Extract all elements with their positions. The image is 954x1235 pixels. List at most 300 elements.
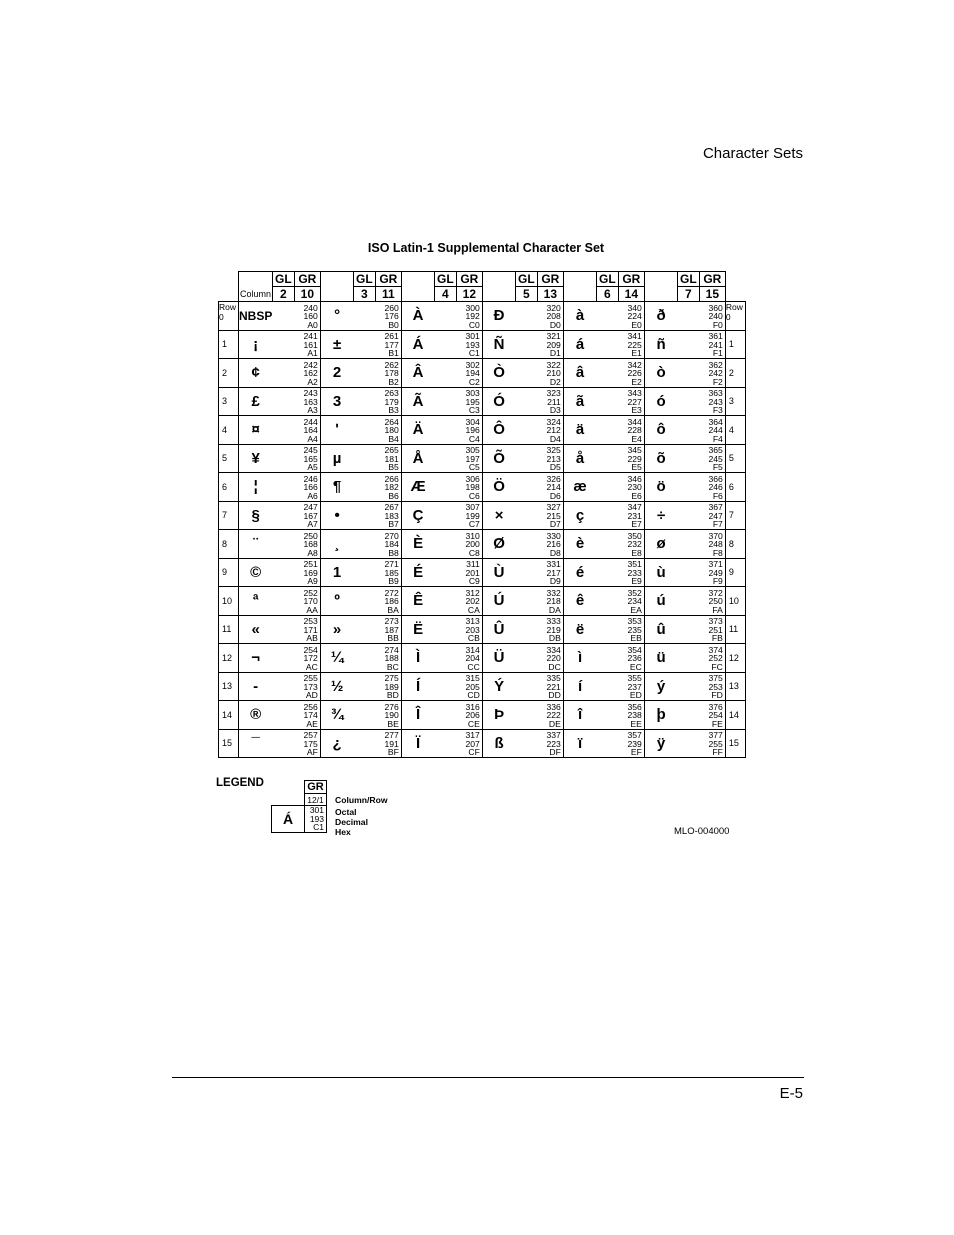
character-glyph: Å bbox=[401, 444, 434, 473]
character-codes bbox=[596, 473, 644, 502]
row-number-right: 9 bbox=[725, 558, 745, 587]
octal-code: 263 bbox=[384, 388, 399, 399]
header-gl-label-3: GL bbox=[515, 272, 537, 287]
decimal-code: 160 bbox=[303, 311, 318, 322]
hex-code: E1 bbox=[631, 348, 642, 359]
hex-code: A9 bbox=[307, 576, 318, 587]
character-glyph: ó bbox=[644, 387, 677, 416]
octal-code: 256 bbox=[303, 701, 318, 712]
octal-code: 351 bbox=[627, 559, 642, 570]
character-codes bbox=[596, 387, 644, 416]
character-codes bbox=[596, 530, 644, 559]
character-codes bbox=[596, 558, 644, 587]
decimal-code: 236 bbox=[627, 653, 642, 664]
character-codes bbox=[434, 302, 482, 331]
corner-blank-right bbox=[725, 272, 745, 287]
decimal-code: 181 bbox=[384, 453, 399, 464]
table-row bbox=[219, 558, 746, 587]
decimal-code: 239 bbox=[627, 738, 642, 749]
table-row bbox=[219, 644, 746, 673]
character-glyph: × bbox=[482, 501, 515, 530]
character-glyph: è bbox=[563, 530, 596, 559]
character-codes bbox=[353, 701, 401, 730]
decimal-code: 216 bbox=[546, 539, 561, 550]
character-glyph: NBSP bbox=[239, 302, 273, 331]
character-codes bbox=[515, 701, 563, 730]
character-glyph: î bbox=[563, 701, 596, 730]
page-number: E-5 bbox=[779, 1085, 803, 1102]
decimal-code: 217 bbox=[546, 567, 561, 578]
hex-code: FE bbox=[711, 718, 723, 729]
decimal-code: 215 bbox=[546, 510, 561, 521]
row-number-left bbox=[219, 302, 239, 331]
hex-code: A5 bbox=[307, 462, 318, 473]
octal-code: 353 bbox=[627, 616, 642, 627]
hex-code: CB bbox=[467, 633, 480, 644]
character-glyph: Á bbox=[401, 330, 434, 359]
character-codes bbox=[515, 302, 563, 331]
hex-code: C5 bbox=[468, 462, 480, 473]
hex-code: DF bbox=[549, 747, 561, 758]
character-codes bbox=[677, 672, 725, 701]
octal-code: 376 bbox=[708, 701, 723, 712]
hex-code: D4 bbox=[549, 433, 561, 444]
character-codes bbox=[677, 587, 725, 616]
decimal-code: 233 bbox=[627, 567, 642, 578]
character-codes bbox=[515, 473, 563, 502]
octal-code: 251 bbox=[303, 559, 318, 570]
character-codes bbox=[272, 729, 320, 758]
decimal-code: 193 bbox=[465, 339, 480, 350]
character-glyph: ù bbox=[644, 558, 677, 587]
decimal-code: 179 bbox=[384, 396, 399, 407]
character-codes bbox=[515, 416, 563, 445]
header-cell-4 bbox=[563, 287, 596, 302]
row-number-left: 14 bbox=[219, 701, 239, 730]
table-row bbox=[219, 444, 746, 473]
character-codes bbox=[434, 644, 482, 673]
character-codes bbox=[353, 416, 401, 445]
character-glyph: Ë bbox=[401, 615, 434, 644]
decimal-code: 207 bbox=[465, 738, 480, 749]
octal-code: 264 bbox=[384, 416, 399, 427]
octal-code: 374 bbox=[708, 644, 723, 655]
decimal-code: 204 bbox=[465, 653, 480, 664]
character-codes bbox=[515, 501, 563, 530]
character-codes bbox=[434, 416, 482, 445]
character-glyph: Û bbox=[482, 615, 515, 644]
character-codes bbox=[434, 473, 482, 502]
octal-code: 342 bbox=[627, 359, 642, 370]
row-label: Row bbox=[219, 302, 237, 312]
row-number-right: 13 bbox=[725, 672, 745, 701]
decimal-code: 229 bbox=[627, 453, 642, 464]
header-gap-1 bbox=[320, 272, 353, 287]
character-glyph: - bbox=[239, 672, 273, 701]
character-codes bbox=[434, 558, 482, 587]
hex-code: A6 bbox=[307, 490, 318, 501]
hex-code: CC bbox=[467, 661, 480, 672]
row-number-left: 5 bbox=[219, 444, 239, 473]
octal-code: 371 bbox=[708, 559, 723, 570]
octal-code: 362 bbox=[708, 359, 723, 370]
character-glyph: ¦ bbox=[239, 473, 273, 502]
hex-code: A8 bbox=[307, 547, 318, 558]
hex-code: F1 bbox=[712, 348, 723, 359]
decimal-code: 205 bbox=[465, 681, 480, 692]
character-codes bbox=[434, 530, 482, 559]
hex-code: A2 bbox=[307, 376, 318, 387]
decimal-code: 196 bbox=[465, 425, 480, 436]
octal-code: 314 bbox=[465, 644, 480, 655]
octal-code: 323 bbox=[546, 388, 561, 399]
character-glyph: Þ bbox=[482, 701, 515, 730]
character-glyph: Í bbox=[401, 672, 434, 701]
character-codes bbox=[596, 444, 644, 473]
row-number-right: 1 bbox=[725, 330, 745, 359]
octal-code: 304 bbox=[465, 416, 480, 427]
octal-code: 316 bbox=[465, 701, 480, 712]
octal-code: 265 bbox=[384, 445, 399, 456]
octal-code: 305 bbox=[465, 445, 480, 456]
decimal-code: 238 bbox=[627, 710, 642, 721]
character-glyph: ÿ bbox=[644, 729, 677, 758]
character-codes bbox=[596, 701, 644, 730]
decimal-code: 246 bbox=[708, 482, 723, 493]
decimal-code: 213 bbox=[546, 453, 561, 464]
character-codes bbox=[596, 302, 644, 331]
character-codes bbox=[353, 615, 401, 644]
character-codes bbox=[272, 302, 320, 331]
octal-code: 335 bbox=[546, 673, 561, 684]
character-glyph: Ò bbox=[482, 359, 515, 388]
hex-code: A3 bbox=[307, 405, 318, 416]
decimal-code: 219 bbox=[546, 624, 561, 635]
hex-code: C0 bbox=[468, 319, 480, 330]
character-codes bbox=[596, 615, 644, 644]
header-gr-label-0: GR bbox=[294, 272, 320, 287]
character-glyph: Ý bbox=[482, 672, 515, 701]
octal-code: 244 bbox=[303, 416, 318, 427]
header-gr-label-4: GR bbox=[618, 272, 644, 287]
legend-octal: 301 bbox=[309, 805, 324, 816]
character-glyph: å bbox=[563, 444, 596, 473]
character-glyph: ® bbox=[239, 701, 273, 730]
decimal-code: 198 bbox=[465, 482, 480, 493]
character-codes bbox=[677, 473, 725, 502]
decimal-code: 169 bbox=[303, 567, 318, 578]
character-glyph: Ç bbox=[401, 501, 434, 530]
decimal-code: 183 bbox=[384, 510, 399, 521]
character-glyph: £ bbox=[239, 387, 273, 416]
table-row bbox=[219, 501, 746, 530]
hex-code: A1 bbox=[307, 348, 318, 359]
row-number-left: 15 bbox=[219, 729, 239, 758]
octal-code: 267 bbox=[384, 502, 399, 513]
hex-code: EF bbox=[630, 747, 642, 758]
hex-code: BA bbox=[387, 604, 399, 615]
hex-code: B8 bbox=[388, 547, 399, 558]
hex-code: DE bbox=[548, 718, 561, 729]
decimal-code: 220 bbox=[546, 653, 561, 664]
character-codes bbox=[677, 330, 725, 359]
octal-code: 327 bbox=[546, 502, 561, 513]
hex-code: CA bbox=[467, 604, 480, 615]
decimal-code: 166 bbox=[303, 482, 318, 493]
decimal-code: 249 bbox=[708, 567, 723, 578]
header-gr-col-2: 12 bbox=[456, 287, 482, 302]
decimal-code: 237 bbox=[627, 681, 642, 692]
character-codes bbox=[434, 729, 482, 758]
character-glyph: á bbox=[563, 330, 596, 359]
character-glyph: ¯ bbox=[239, 729, 273, 758]
character-glyph: ¢ bbox=[239, 359, 273, 388]
hex-code: DA bbox=[548, 604, 561, 615]
hex-code: BF bbox=[387, 747, 399, 758]
decimal-code: 172 bbox=[303, 653, 318, 664]
character-glyph: à bbox=[563, 302, 596, 331]
hex-code: FA bbox=[712, 604, 723, 615]
decimal-code: 243 bbox=[708, 396, 723, 407]
hex-code: E8 bbox=[631, 547, 642, 558]
octal-code: 260 bbox=[384, 302, 399, 313]
character-codes bbox=[677, 701, 725, 730]
octal-code: 346 bbox=[627, 473, 642, 484]
octal-code: 252 bbox=[303, 587, 318, 598]
octal-code: 363 bbox=[708, 388, 723, 399]
octal-code: 365 bbox=[708, 445, 723, 456]
character-glyph: ¶ bbox=[320, 473, 353, 502]
decimal-code: 209 bbox=[546, 339, 561, 350]
hex-code: FD bbox=[711, 690, 723, 701]
octal-code: 334 bbox=[546, 644, 561, 655]
table-row bbox=[219, 387, 746, 416]
decimal-code: 250 bbox=[708, 596, 723, 607]
decimal-code: 230 bbox=[627, 482, 642, 493]
corner-blank-3 bbox=[725, 287, 745, 302]
legend-column-row: 12/1 bbox=[305, 794, 327, 806]
character-codes bbox=[515, 359, 563, 388]
character-codes bbox=[434, 501, 482, 530]
octal-code: 332 bbox=[546, 587, 561, 598]
running-header: Character Sets bbox=[702, 145, 803, 162]
decimal-code: 173 bbox=[303, 681, 318, 692]
decimal-code: 208 bbox=[546, 311, 561, 322]
character-codes bbox=[515, 615, 563, 644]
hex-code: EB bbox=[630, 633, 642, 644]
character-codes bbox=[677, 416, 725, 445]
decimal-code: 167 bbox=[303, 510, 318, 521]
character-glyph: é bbox=[563, 558, 596, 587]
character-codes bbox=[353, 473, 401, 502]
octal-code: 320 bbox=[546, 302, 561, 313]
character-glyph: ý bbox=[644, 672, 677, 701]
corner-blank-2 bbox=[219, 287, 239, 302]
character-set-table bbox=[218, 271, 746, 758]
hex-code: A0 bbox=[307, 319, 318, 330]
decimal-code: 174 bbox=[303, 710, 318, 721]
character-codes bbox=[677, 530, 725, 559]
header-gr-col-4: 14 bbox=[618, 287, 644, 302]
character-glyph: ÷ bbox=[644, 501, 677, 530]
character-codes bbox=[353, 644, 401, 673]
octal-code: 364 bbox=[708, 416, 723, 427]
character-glyph: Ú bbox=[482, 587, 515, 616]
hex-code: EE bbox=[630, 718, 642, 729]
decimal-code: 211 bbox=[547, 396, 561, 407]
hex-code: A7 bbox=[307, 519, 318, 530]
octal-code: 301 bbox=[465, 331, 480, 342]
decimal-code: 240 bbox=[708, 311, 723, 322]
character-codes bbox=[596, 587, 644, 616]
octal-code: 257 bbox=[303, 730, 318, 741]
header-gl-col-4: 6 bbox=[596, 287, 618, 302]
hex-code: D9 bbox=[549, 576, 561, 587]
octal-code: 343 bbox=[627, 388, 642, 399]
octal-code: 277 bbox=[384, 730, 399, 741]
hex-code: BD bbox=[386, 690, 399, 701]
row-number-right: 5 bbox=[725, 444, 745, 473]
character-codes bbox=[272, 330, 320, 359]
decimal-code: 253 bbox=[708, 681, 723, 692]
hex-code: F8 bbox=[712, 547, 723, 558]
character-glyph: ¾ bbox=[320, 701, 353, 730]
header-cell-3 bbox=[482, 287, 515, 302]
octal-code: 340 bbox=[627, 302, 642, 313]
decimal-code: 228 bbox=[627, 425, 642, 436]
character-codes bbox=[596, 644, 644, 673]
hex-code: FB bbox=[711, 633, 723, 644]
hex-code: ED bbox=[629, 690, 642, 701]
decimal-code: 182 bbox=[384, 482, 399, 493]
octal-code: 350 bbox=[627, 530, 642, 541]
header-gl-label-5: GL bbox=[677, 272, 699, 287]
decimal-code: 195 bbox=[465, 396, 480, 407]
hex-code: D2 bbox=[549, 376, 561, 387]
decimal-code: 180 bbox=[384, 425, 399, 436]
character-codes bbox=[434, 672, 482, 701]
row-number-right: 11 bbox=[725, 615, 745, 644]
character-glyph: ß bbox=[482, 729, 515, 758]
octal-code: 331 bbox=[546, 559, 561, 570]
octal-code: 352 bbox=[627, 587, 642, 598]
hex-code: F6 bbox=[712, 490, 723, 501]
octal-code: 254 bbox=[303, 644, 318, 655]
row-number-right: 15 bbox=[725, 729, 745, 758]
character-glyph: Ï bbox=[401, 729, 434, 758]
row-label: Row bbox=[725, 302, 743, 312]
decimal-code: 201 bbox=[465, 567, 480, 578]
row-number-left: 6 bbox=[219, 473, 239, 502]
octal-code: 317 bbox=[465, 730, 480, 741]
octal-code: 361 bbox=[708, 331, 723, 342]
hex-code: F2 bbox=[712, 376, 723, 387]
character-codes bbox=[434, 701, 482, 730]
row-number-right: 4 bbox=[725, 416, 745, 445]
decimal-code: 234 bbox=[627, 596, 642, 607]
table-row bbox=[219, 473, 746, 502]
header-gl-col-1: 3 bbox=[353, 287, 375, 302]
character-glyph: Ó bbox=[482, 387, 515, 416]
character-glyph: Ä bbox=[401, 416, 434, 445]
octal-code: 333 bbox=[546, 616, 561, 627]
octal-code: 341 bbox=[627, 331, 642, 342]
character-codes bbox=[353, 558, 401, 587]
hex-code: B5 bbox=[388, 462, 399, 473]
header-gap-5 bbox=[644, 272, 677, 287]
decimal-code: 224 bbox=[627, 311, 642, 322]
octal-code: 322 bbox=[546, 359, 561, 370]
row-number-left: 1 bbox=[219, 330, 239, 359]
decimal-code: 176 bbox=[384, 311, 399, 322]
character-glyph: ñ bbox=[644, 330, 677, 359]
character-glyph: Â bbox=[401, 359, 434, 388]
hex-code: BB bbox=[387, 633, 399, 644]
row-number-left: 2 bbox=[219, 359, 239, 388]
character-glyph: þ bbox=[644, 701, 677, 730]
decimal-code: 212 bbox=[546, 425, 561, 436]
header-gr-col-1: 11 bbox=[375, 287, 401, 302]
header-gr-label-3: GR bbox=[537, 272, 563, 287]
hex-code: E4 bbox=[631, 433, 642, 444]
hex-code: D1 bbox=[549, 348, 561, 359]
character-codes bbox=[353, 530, 401, 559]
hex-code: B1 bbox=[388, 348, 399, 359]
character-codes bbox=[353, 672, 401, 701]
table-row bbox=[219, 359, 746, 388]
hex-code: F4 bbox=[712, 433, 723, 444]
octal-code: 325 bbox=[546, 445, 561, 456]
character-codes bbox=[677, 387, 725, 416]
legend-hex: C1 bbox=[313, 822, 324, 833]
octal-code: 310 bbox=[465, 530, 480, 541]
character-codes bbox=[434, 615, 482, 644]
hex-code: F0 bbox=[712, 319, 723, 330]
decimal-code: 203 bbox=[465, 624, 480, 635]
octal-code: 330 bbox=[546, 530, 561, 541]
character-glyph: ê bbox=[563, 587, 596, 616]
hex-code: C6 bbox=[468, 490, 480, 501]
legend-codes bbox=[305, 806, 327, 833]
character-glyph: í bbox=[563, 672, 596, 701]
character-glyph: § bbox=[239, 501, 273, 530]
character-codes bbox=[434, 587, 482, 616]
table-row bbox=[219, 729, 746, 758]
decimal-code: 165 bbox=[303, 453, 318, 464]
hex-code: E0 bbox=[631, 319, 642, 330]
decimal-code: 241 bbox=[708, 339, 723, 350]
hex-code: F3 bbox=[712, 405, 723, 416]
octal-code: 337 bbox=[546, 730, 561, 741]
octal-code: 245 bbox=[303, 445, 318, 456]
octal-code: 266 bbox=[384, 473, 399, 484]
hex-code: B0 bbox=[388, 319, 399, 330]
header-gr-col-3: 13 bbox=[537, 287, 563, 302]
hex-code: AB bbox=[306, 633, 318, 644]
character-codes bbox=[353, 330, 401, 359]
decimal-code: 227 bbox=[627, 396, 642, 407]
hex-code: B7 bbox=[388, 519, 399, 530]
decimal-code: 248 bbox=[708, 539, 723, 550]
octal-code: 300 bbox=[465, 302, 480, 313]
header-row-columns bbox=[219, 287, 746, 302]
hex-code: E3 bbox=[631, 405, 642, 416]
row-number-left: 8 bbox=[219, 530, 239, 559]
octal-code: 276 bbox=[384, 701, 399, 712]
decimal-code: 187 bbox=[384, 624, 399, 635]
decimal-code: 245 bbox=[708, 453, 723, 464]
hex-code: D0 bbox=[549, 319, 561, 330]
